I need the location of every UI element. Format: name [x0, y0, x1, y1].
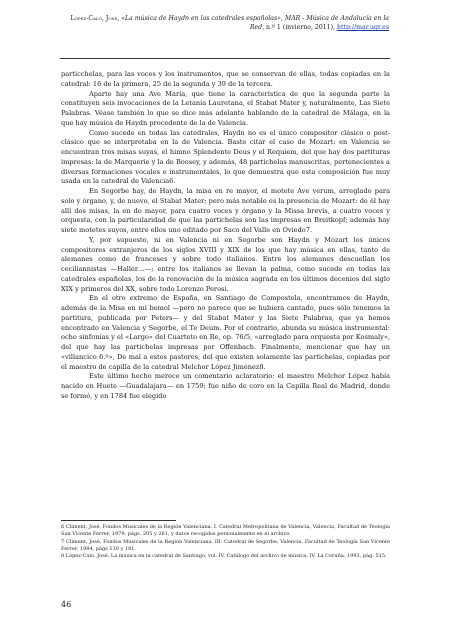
footnotes [61, 524, 390, 560]
header-title: «La música de Haydn en las catedrales españolas», [119, 15, 285, 22]
footnote: 6 Climent, José, Fondos Musicales de la Región Valenciana. I. Catedral Metropolitana de Valencia, Valencia, Facultad de Teología San Vicente Ferrer, 1979, págs. 205 y 261, y datos recogidos personalmente en el archivo. [61, 524, 390, 538]
page-number: 46 [61, 600, 72, 609]
footnote-rule [61, 520, 176, 521]
header-rule [60, 58, 390, 59]
paragraph: Aparte hay una Ave María, que tiene la característica de que la segunda parte la constituyen seis invocaciones de la Letanía Lauretana, el Stabat Mater y, naturalmente, Las Siete Palabras. Véase también lo que se dice más adelante hablando de la catedral de Málaga, en la que hay música de Haydn procedente de la de Valencia. [61, 89, 390, 127]
paragraph: Como sucede en todas las catedrales, Haydn no es el único compositor clásico o post-clásico que se interpretaba en la de Valencia. Baste citar el caso de Mozart: en Valencia se encuentran tres misas suyas, el himno Splendente Deus y el Requiem, del que hay dos partituras impresas: la de Marquerie y la de Boosey, y además, 48 partichelas manuscritas, pertenecientes a diversas formaciones vocales e instrumentales, lo que demuestra que esta composición fue muy usada en la catedral de Valencia6. [61, 128, 390, 186]
footnote: 8 López-Calo, José, La música en la catedral de Santiago, vol. IV, Catálogo del archivo de música, IV, La Coruña, 1993, pág. 515. [61, 553, 387, 560]
header-journal: MAR - Música de Andalucía en la Red [249, 15, 389, 31]
running-header [59, 14, 389, 32]
paragraph: Este último hecho merece un comentario aclaratorio: el maestro Melchor López había nacido en Huete —Guadalajara— en 1759; fue niño de coro en la Capilla Real de Madrid, donde se formó, y en 1784 fue elegido [61, 372, 390, 400]
paragraph: particchelas, para las voces y los instrumentos, que se conservan de ellas, todas copiadas en la catedral: 16 de la primera, 25 de la segunda y 39 de la tercera. [61, 70, 390, 88]
footnote: 7 Climent, José, Fondos Musicales de la Región Valenciana. III. Catedral de Segorbe, Valencia, Facultad de Teología San Vicente Ferrer, 1984, págs 130 y 181. [61, 538, 390, 552]
paragraph: Y, por supuesto, ni en Valencia ni en Segorbe son Haydn y Mozart los únicos compositores extranjeros de los siglos XVIII y XIX de los que hay música en ellas, tanto de alemanes como de franceses y sobre todo italianos. Entre los alemanes descuellan los ceciliannistas —Haller…—; entre los italianos se llevan la palma, como sucede en todas las catedrales españolas, los de la renovación de la música sagrada en los últimos decenios del siglo XIX y primeros del XX, sobre todo Lorenzo Perosi. [61, 235, 390, 293]
body-text [61, 70, 390, 402]
header-author: López-Calo, José, [70, 15, 120, 22]
paragraph: En el otro extremo de España, en Santiago de Compostela, encontramos de Haydn, además de la Misa en mi bemol —pero no parece que se hubiera cantado, pues sólo tenemos la partitura, publicada por Peters— y del Stabat Mater y las Siete Palabras, que ya hemos encontrado en Valencia y Segorbe, el Te Deum. Por el contrario, abunda su música instrumental: ocho sinfonías y el «Largo» del Cuarteto en Re, op. 76/5, «arreglado para orquesta por Kosmaly», del que hay las partichelas impresas por Offenbach. Finalmente, mencionar que hay un «villancico 6.º», De mal a estos pastores, del que existen solamente las partichelas, copiadas por el maestro de capilla de la catedral Melchor López Jiménez8. [61, 294, 390, 371]
header-issue: , n.º 1 (invierno, 2011), [262, 24, 337, 31]
paragraph: En Segorbe hay, de Haydn, la misa en re mayor, el motete Ave verum, arreglado para solo y órgano, y, de nuevo, el Stabat Mater; pero más notable es la presencia de Mozart: de él hay allí dos misas, la en do mayor, para cuatro voces y órgano y la Missa brevis, a cuatro voces y orquesta, con la particularidad de que las partichelas son las impresas en Breitkopf; además hay siete motetes suyos, entre ellos uno editado por Saco del Valle en Oviedo7. [61, 187, 390, 234]
header-url-link[interactable]: http://mar.ugr.es [337, 24, 389, 31]
